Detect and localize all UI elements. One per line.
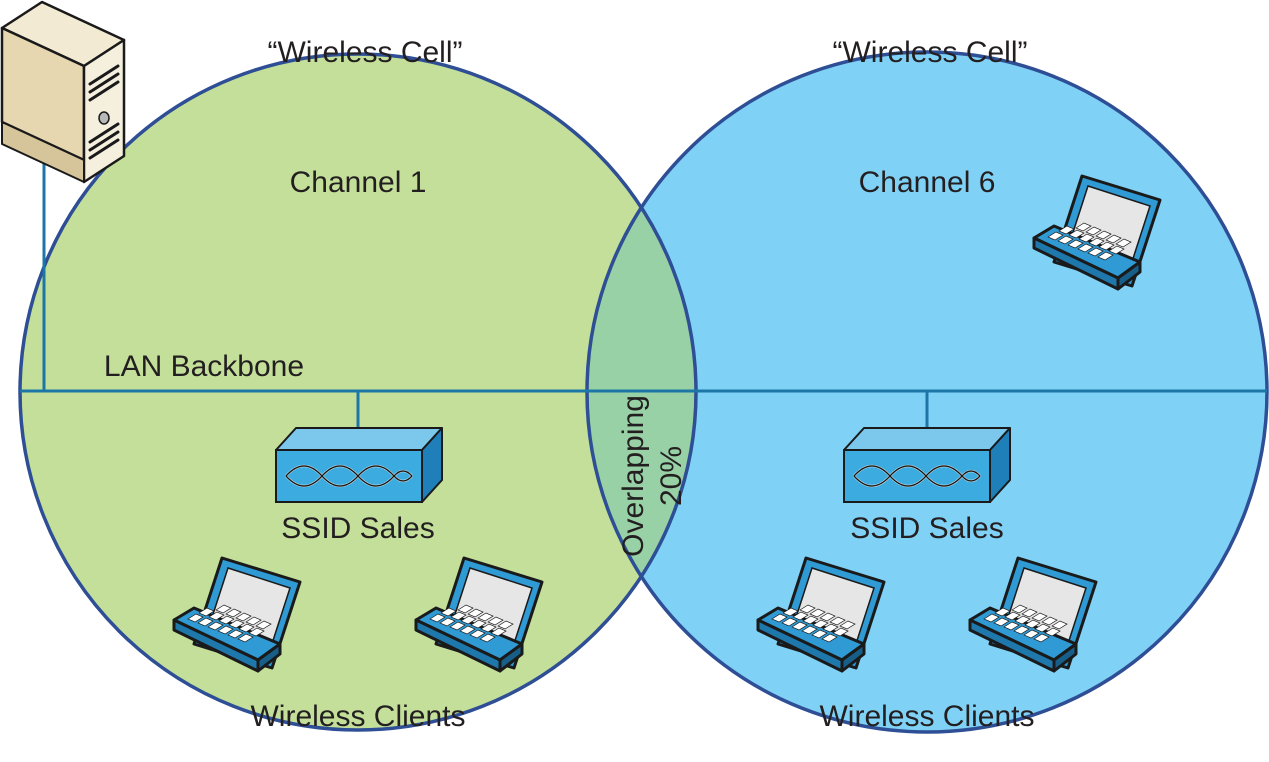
right-clients-label: Wireless Clients bbox=[819, 700, 1035, 733]
access-point-icon-left bbox=[276, 428, 442, 502]
right-channel-label: Channel 6 bbox=[858, 166, 996, 199]
right-cell-title: “Wireless Cell” bbox=[832, 36, 1028, 69]
right-ssid-label: SSID Sales bbox=[850, 512, 1004, 545]
left-ssid-label: SSID Sales bbox=[281, 512, 435, 545]
server-tower-icon bbox=[2, 2, 124, 182]
backbone-label: LAN Backbone bbox=[103, 350, 305, 383]
left-clients-label: Wireless Clients bbox=[250, 700, 466, 733]
access-point-icon-right bbox=[844, 428, 1010, 502]
left-channel-label: Channel 1 bbox=[289, 166, 427, 199]
left-cell-title: “Wireless Cell” bbox=[267, 36, 463, 69]
overlap-label: Overlapping bbox=[617, 395, 650, 557]
overlap-percent: 20% bbox=[655, 445, 688, 507]
